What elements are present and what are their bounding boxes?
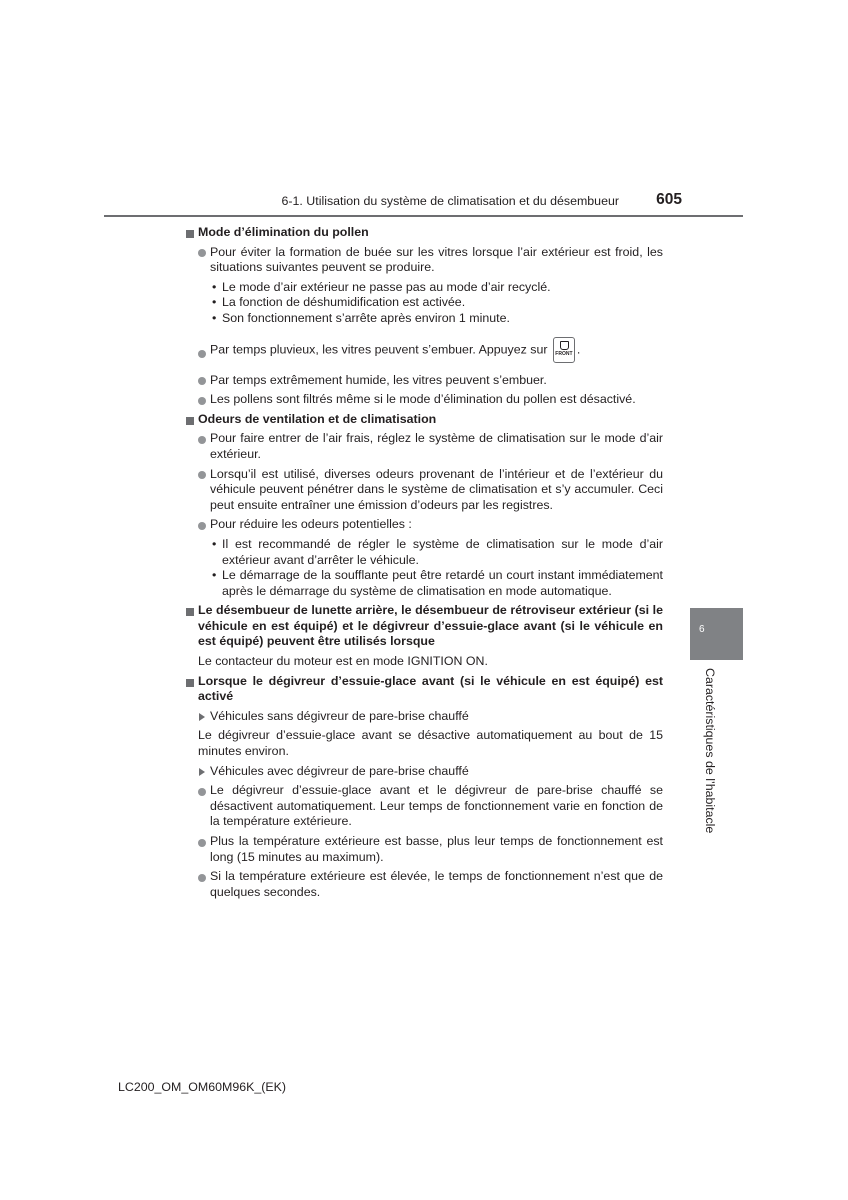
circle-bullet-icon bbox=[198, 397, 206, 405]
page-header bbox=[0, 0, 848, 230]
sub-bullet-item: • Le démarrage de la soufflante peut être retardé un court instant immédiatement après le démarrage du système de climatisation en mode automatique. bbox=[212, 568, 663, 598]
circle-bullet-icon bbox=[198, 522, 206, 530]
circle-bullet-icon bbox=[198, 436, 206, 444]
section-heading-odors: Odeurs de ventilation et de climatisation bbox=[186, 412, 663, 428]
bullet-item: Pour faire entrer de l’air frais, réglez le système de climatisation sur le mode d’air extérieur. bbox=[186, 431, 663, 462]
circle-bullet-icon bbox=[198, 839, 206, 847]
triangle-right-icon bbox=[199, 713, 205, 721]
section-title: 6-1. Utilisation du système de climatisation et du désembueur bbox=[281, 194, 619, 208]
circle-bullet-icon bbox=[198, 350, 206, 358]
sub-bullet-item: • La fonction de déshumidification est activée. bbox=[212, 295, 466, 310]
circle-bullet-icon bbox=[198, 788, 206, 796]
circle-bullet-icon bbox=[198, 471, 206, 479]
triangle-item: Véhicules avec dégivreur de pare-brise chauffé bbox=[186, 764, 663, 780]
paragraph: Le dégivreur d’essuie-glace avant se désactive automatiquement au bout de 15 minutes environ. bbox=[198, 728, 663, 759]
square-bullet-icon bbox=[186, 230, 194, 238]
triangle-item: Véhicules sans dégivreur de pare-brise chauffé bbox=[186, 709, 663, 725]
sub-bullet-item: • Il est recommandé de régler le système de climatisation sur le mode d’air extérieur avant d’arrêter le véhicule. bbox=[212, 536, 663, 567]
bullet-item: Lorsqu’il est utilisé, diverses odeurs provenant de l’intérieur et de l’extérieur du véhicule peuvent pénétrer dans le système de climatisation et s’y accumuler. Ceci peut ensuite entraîner une émission d’odeurs par les registres. bbox=[186, 467, 663, 514]
sub-bullet-item: • Le mode d’air extérieur ne passe pas au mode d’air recyclé. bbox=[212, 279, 551, 294]
chapter-number: 6 bbox=[699, 624, 705, 635]
bullet-item: Si la température extérieure est élevée, le temps de fonctionnement n’est que de quelques secondes. bbox=[186, 869, 663, 900]
sub-bullet-item: • Son fonctionnement s’arrête après environ 1 minute. bbox=[212, 310, 510, 325]
section-heading-wiper-deicer: Lorsque le dégivreur d’essuie-glace avant (si le véhicule en est équipé) est activé bbox=[186, 674, 663, 705]
sub-list bbox=[186, 280, 663, 327]
footer-code: LC200_OM_OM60M96K_(EK) bbox=[118, 1080, 287, 1094]
bullet-item: Les pollens sont filtrés même si le mode d’élimination du pollen est désactivé. bbox=[186, 392, 663, 408]
circle-bullet-icon bbox=[198, 249, 206, 257]
section-heading-pollen: Mode d’élimination du pollen bbox=[186, 225, 663, 241]
square-bullet-icon bbox=[186, 679, 194, 687]
paragraph: Le contacteur du moteur est en mode IGNITION ON. bbox=[198, 654, 488, 669]
circle-bullet-icon bbox=[198, 874, 206, 882]
bullet-item: Pour réduire les odeurs potentielles : bbox=[186, 517, 663, 533]
chapter-label: Caractéristiques de l’habitacle bbox=[703, 668, 717, 834]
header-divider bbox=[104, 215, 743, 217]
circle-bullet-icon bbox=[198, 377, 206, 385]
triangle-right-icon bbox=[199, 768, 205, 776]
square-bullet-icon bbox=[186, 417, 194, 425]
section-heading-defoggers: Le désembueur de lunette arrière, le désembueur de rétroviseur extérieur (si le véhicule en est équipé) et le dégivreur d’essuie-glace avant (si le véhicule en est équipé) peuvent être utilisés lorsque bbox=[186, 603, 663, 650]
bullet-item: Par temps extrêmement humide, les vitres peuvent s’embuer. bbox=[186, 373, 663, 389]
square-bullet-icon bbox=[186, 608, 194, 616]
bullet-item: Pour éviter la formation de buée sur les vitres lorsque l’air extérieur est froid, les situations suivantes peuvent se produire. bbox=[186, 245, 663, 276]
front-defroster-button-icon: FRONT bbox=[553, 337, 575, 363]
bullet-item: Le dégivreur d’essuie-glace avant et le dégivreur de pare-brise chauffé se désactivent automatiquement. Leur temps de fonctionnement varie en fonction de la température extérieure. bbox=[186, 783, 663, 830]
bullet-item: Plus la température extérieure est basse, plus leur temps de fonctionnement est long (15 minutes au maximum). bbox=[186, 834, 663, 865]
page-number: 605 bbox=[656, 191, 682, 208]
chapter-tab bbox=[690, 608, 743, 660]
sub-list bbox=[186, 537, 663, 599]
bullet-item: Par temps pluvieux, les vitres peuvent s’embuer. Appuyez sur FRONT . bbox=[186, 337, 663, 363]
page-content bbox=[186, 225, 663, 904]
